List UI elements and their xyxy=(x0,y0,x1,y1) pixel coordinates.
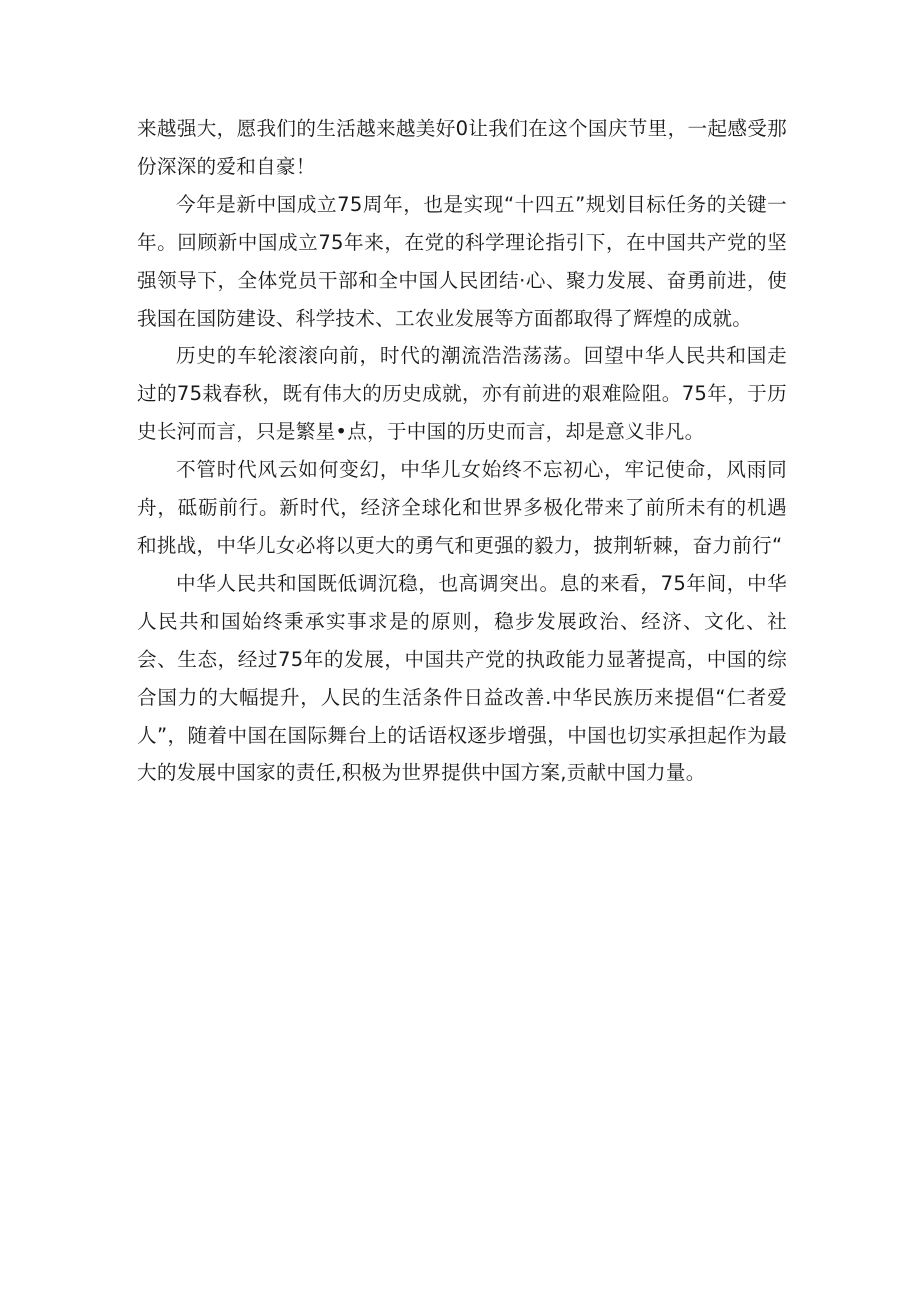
paragraph-1: 来越强大，愿我们的生活越来越美好0让我们在这个国庆节里，一起感受那份深深的爱和自豪！ xyxy=(137,117,787,178)
paragraph-4: 不管时代风云如何变幻，中华儿女始终不忘初心，牢记使命，风雨同舟，砥砺前行。新时代，经济全球化和世界多极化带来了前所未有的机遇和挑战，中华儿女必将以更大的勇气和更强的毅力，披荆斩棘，奋力前行“ xyxy=(137,458,787,557)
body-text xyxy=(137,110,787,792)
paragraph-5: 中华人民共和国既低调沉稳，也高调突出。息的来看，75年间，中华人民共和国始终秉承实事求是的原则，稳步发展政治、经济、文化、社会、生态，经过75年的发展，中国共产党的执政能力显著提高，中国的综合国力的大幅提升，人民的生活条件日益改善.中华民族历来提倡“仁者爱人”，随着中国在国际舞台上的话语权逐步增强，中国也切实承担起作为最大的发展中国家的责任,积极为世界提供中国方案,贡献中国力量。 xyxy=(137,571,787,785)
paragraph-2: 今年是新中国成立75周年，也是实现“十四五”规划目标任务的关键一年。回顾新中国成立75年来，在党的科学理论指引下，在中国共产党的坚强领导下，全体党员干部和全中国人民团结·心、聚力发展、奋勇前进，使我国在国防建设、科学技术、工农业发展等方面都取得了辉煌的成就。 xyxy=(137,192,787,330)
paragraph-3: 历史的车轮滚滚向前，时代的潮流浩浩荡荡。回望中华人民共和国走过的75栽春秋，既有伟大的历史成就，亦有前进的艰难险阻。75年，于历史长河而言，只是繁星•点，于中国的历史而言，却是意义非凡。 xyxy=(137,344,787,444)
